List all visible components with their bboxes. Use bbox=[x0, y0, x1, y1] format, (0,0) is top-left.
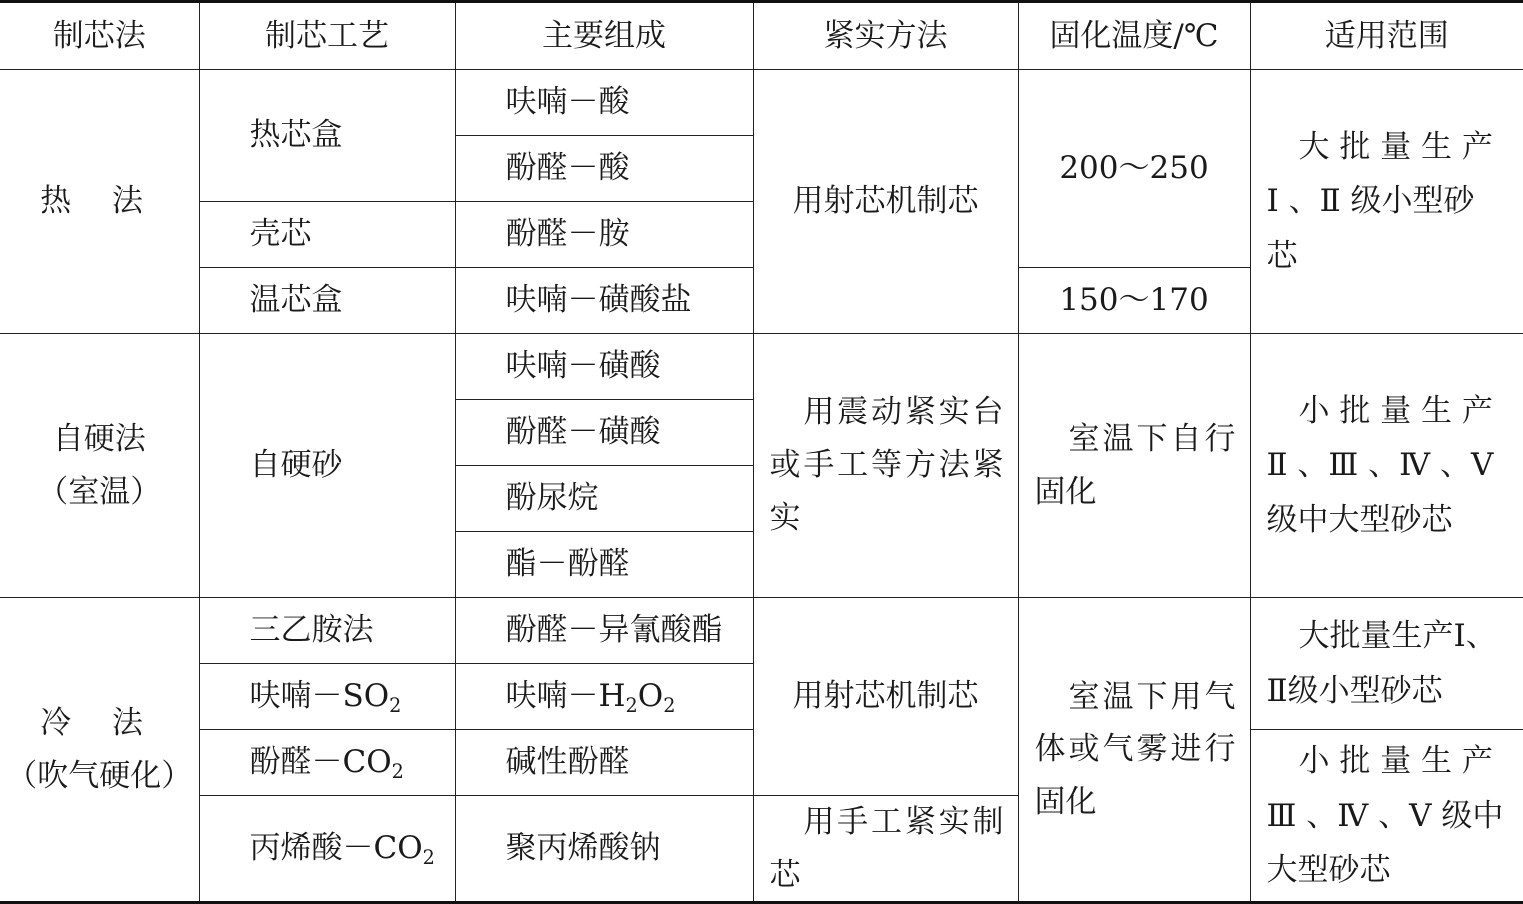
compaction-cold-1: 用射芯机制芯 bbox=[753, 598, 1018, 796]
composition-cell: 呋喃$-H_2O_2$ bbox=[455, 664, 753, 730]
process-phenolic-co2: 酚醛$-CO_2$ bbox=[199, 730, 455, 796]
scope-hot: 大 批 量 生 产 Ⅰ 、Ⅱ 级小型砂 芯 bbox=[1250, 70, 1523, 334]
table-row bbox=[0, 334, 1523, 400]
process-furan-so2: 呋喃$-SO_2$ bbox=[199, 664, 455, 730]
composition-cell: 酚醛－磺酸 bbox=[455, 400, 753, 466]
curing-temp-cold: 室温下用气体或气雾进行固化 bbox=[1018, 598, 1250, 903]
composition-cell: 碱性酚醛 bbox=[455, 730, 753, 796]
composition-cell: 呋喃－磺酸盐 bbox=[455, 268, 753, 334]
compaction-self: 用震动紧实台或手工等方法紧实 bbox=[753, 334, 1018, 598]
header-method: 制芯法 bbox=[0, 2, 199, 70]
composition-cell: 酚尿烷 bbox=[455, 466, 753, 532]
composition-cell: 呋喃－酸 bbox=[455, 70, 753, 136]
composition-cell: 聚丙烯酸钠 bbox=[455, 796, 753, 903]
curing-temp-hot-2: 150～170 bbox=[1018, 268, 1250, 334]
process-self-hardening-sand: 自硬砂 bbox=[199, 334, 455, 598]
method-self-hardening: 自硬法 （室温） bbox=[0, 334, 199, 598]
compaction-hot: 用射芯机制芯 bbox=[753, 70, 1018, 334]
scope-cold-1: 大批量生产Ⅰ、 Ⅱ级小型砂芯 bbox=[1250, 598, 1523, 730]
process-acrylic-co2: 丙烯酸$-CO_2$ bbox=[199, 796, 455, 903]
composition-cell: 呋喃－磺酸 bbox=[455, 334, 753, 400]
header-compaction: 紧实方法 bbox=[753, 2, 1018, 70]
header-row bbox=[0, 2, 1523, 70]
method-hot: 热 法 bbox=[0, 70, 199, 334]
curing-temp-self: 室温下自行固化 bbox=[1018, 334, 1250, 598]
curing-temp-hot-1: 200～250 bbox=[1018, 70, 1250, 268]
header-composition: 主要组成 bbox=[455, 2, 753, 70]
composition-cell: 酚醛－异氰酸酯 bbox=[455, 598, 753, 664]
method-cold: 冷 法 （吹气硬化） bbox=[0, 598, 199, 903]
composition-cell: 酯－酚醛 bbox=[455, 532, 753, 598]
table-row bbox=[0, 70, 1523, 136]
table-row bbox=[0, 598, 1523, 664]
process-hotbox: 热芯盒 bbox=[199, 70, 455, 202]
header-process: 制芯工艺 bbox=[199, 2, 455, 70]
process-warmbox: 温芯盒 bbox=[199, 268, 455, 334]
process-shell: 壳芯 bbox=[199, 202, 455, 268]
scope-self: 小 批 量 生 产 Ⅱ 、Ⅲ 、Ⅳ 、Ⅴ 级中大型砂芯 bbox=[1250, 334, 1523, 598]
scope-cold-2: 小 批 量 生 产 Ⅲ 、Ⅳ 、Ⅴ 级中 大型砂芯 bbox=[1250, 730, 1523, 903]
composition-cell: 酚醛－胺 bbox=[455, 202, 753, 268]
header-scope: 适用范围 bbox=[1250, 2, 1523, 70]
process-triethylamine: 三乙胺法 bbox=[199, 598, 455, 664]
header-curing-temp: 固化温度/℃ bbox=[1018, 2, 1250, 70]
compaction-cold-2: 用手工紧实制芯 bbox=[753, 796, 1018, 903]
composition-cell: 酚醛－酸 bbox=[455, 136, 753, 202]
